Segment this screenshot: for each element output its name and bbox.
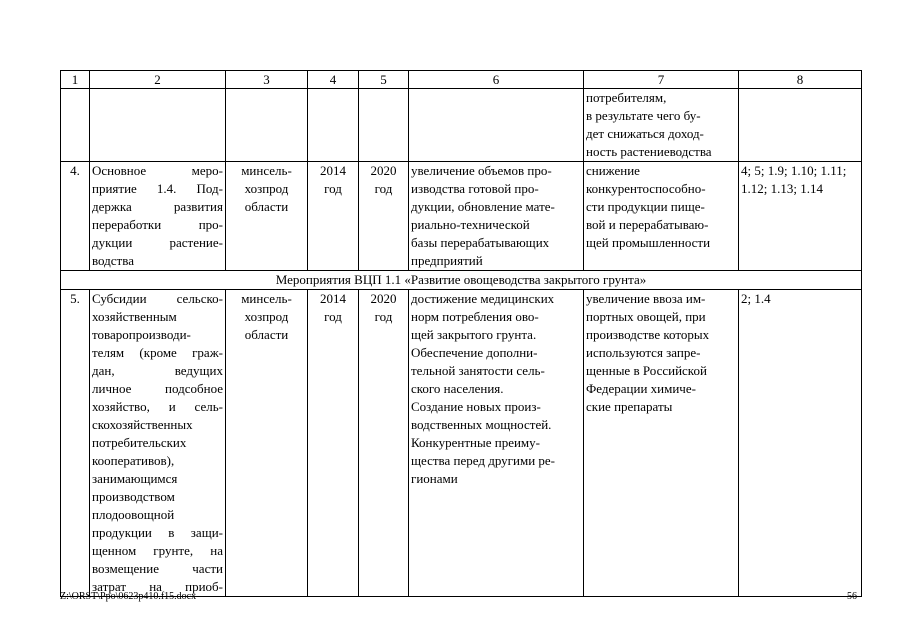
text-line: телям (кроме граж- xyxy=(92,345,223,360)
text-line: товаропроизводи- xyxy=(92,327,191,342)
text-line: Федерации химиче- xyxy=(586,381,696,396)
row-number: 5. xyxy=(61,290,90,597)
cell-end-year xyxy=(359,290,409,597)
text-line: щенном грунте, на xyxy=(92,543,223,558)
program-table xyxy=(60,70,862,597)
text-line: ские препараты xyxy=(586,399,673,414)
text-line: достижение медицинских xyxy=(411,291,555,306)
cell xyxy=(359,89,409,162)
text-line: 2020 xyxy=(370,291,397,306)
text-line: минсель- xyxy=(241,291,292,306)
cell-end-year xyxy=(359,162,409,271)
text-line: скохозяйственных xyxy=(92,417,193,432)
text-line: сти продукции пище- xyxy=(586,199,705,214)
text-line: потребителям, xyxy=(586,90,667,105)
text-line: дан, ведущих xyxy=(92,363,223,378)
text-line: норм потребления ово- xyxy=(411,309,539,324)
header-cell: 2 xyxy=(90,71,226,89)
text-line: кооперативов), xyxy=(92,453,175,468)
file-path: Z:\ORST\Ppo\0623p410.f15.docx xyxy=(60,591,197,602)
table-row-continued xyxy=(61,89,862,162)
text-line: увеличение ввоза им- xyxy=(586,291,706,306)
text-line: портных овощей, при xyxy=(586,309,706,324)
text-line: предприятий xyxy=(411,253,483,268)
text-line: 2014 xyxy=(320,163,346,178)
text-line: продукции в защи- xyxy=(92,525,223,540)
header-cell: 6 xyxy=(409,71,584,89)
text-line: Обеспечение дополни- xyxy=(411,345,538,360)
cell-consequences xyxy=(584,162,739,271)
cell xyxy=(61,89,90,162)
cell-result xyxy=(584,89,739,162)
cell-indicators xyxy=(739,290,862,597)
text-line: щества перед другими ре- xyxy=(411,453,555,468)
text-line: щенные в Российской xyxy=(586,363,707,378)
header-row xyxy=(61,71,862,89)
text-line: Конкурентные преиму- xyxy=(411,435,540,450)
header-cell: 7 xyxy=(584,71,739,89)
header-cell: 8 xyxy=(739,71,862,89)
text-line: хозяйственным xyxy=(92,309,177,324)
text-line: держка развития xyxy=(92,199,223,214)
text-line: Основное меро- xyxy=(92,163,223,178)
text-line: 2014 xyxy=(320,291,346,306)
text-line: ского населения. xyxy=(411,381,504,396)
text-line: личное подсобное xyxy=(92,381,223,396)
text-line: увеличение объемов про- xyxy=(411,163,552,178)
text-line: производстве которых xyxy=(586,327,710,342)
cell-executor xyxy=(226,290,308,597)
text-line: водственных мощностей. xyxy=(411,417,552,432)
text-line: дет снижаться доход- xyxy=(586,126,704,141)
text-line: 1.12; 1.13; 1.14 xyxy=(741,181,823,196)
cell-start-year xyxy=(308,290,359,597)
cell-executor xyxy=(226,162,308,271)
text-line: 4; 5; 1.9; 1.10; 1.11; xyxy=(741,163,847,178)
text-line: области xyxy=(244,327,289,342)
text-line: Создание новых произ- xyxy=(411,399,541,414)
text-line: потребительских xyxy=(92,435,187,450)
text-line: год xyxy=(324,309,342,324)
header-cell: 3 xyxy=(226,71,308,89)
cell-start-year xyxy=(308,162,359,271)
text-line: занимающимся xyxy=(92,471,178,486)
row-number: 4. xyxy=(61,162,90,271)
table-row-4 xyxy=(61,162,862,271)
cell xyxy=(739,89,862,162)
cell xyxy=(90,89,226,162)
header-cell: 4 xyxy=(308,71,359,89)
text-line: базы перерабатывающих xyxy=(411,235,550,250)
text-line: в результате чего бу- xyxy=(586,108,701,123)
text-line: плодоовощной xyxy=(92,507,175,522)
section-row xyxy=(61,271,862,290)
text-line: возмещение части xyxy=(92,561,223,576)
page-number: 56 xyxy=(847,591,857,602)
cell xyxy=(226,89,308,162)
text-line: Субсидии сельско- xyxy=(92,291,223,306)
section-title: Мероприятия ВЦП 1.1 «Развитие овощеводства закрытого грунта» xyxy=(61,271,862,290)
cell-measure-name xyxy=(90,162,226,271)
text-line: щей закрытого грунта. xyxy=(411,327,537,342)
text-line: вой и перерабатываю- xyxy=(586,217,709,232)
text-line: используются запре- xyxy=(586,345,701,360)
text-line: производством xyxy=(92,489,175,504)
text-line: минсель- xyxy=(241,163,292,178)
text-line: хозпрод xyxy=(244,181,289,196)
table-row-5 xyxy=(61,290,862,597)
text-line: области xyxy=(244,199,289,214)
cell-consequences xyxy=(584,290,739,597)
cell-measure-name xyxy=(90,290,226,597)
header-cell: 1 xyxy=(61,71,90,89)
text-line: затрат на приоб- xyxy=(92,579,223,594)
text-line: дукции растение- xyxy=(92,235,223,250)
text-line: снижение xyxy=(586,163,640,178)
text-line: 2; 1.4 xyxy=(741,291,771,306)
text-line: 2020 xyxy=(370,163,397,178)
header-cell: 5 xyxy=(359,71,409,89)
text-line: год xyxy=(324,181,342,196)
text-line: конкурентоспособно- xyxy=(586,181,706,196)
cell-indicators xyxy=(739,162,862,271)
text-line: щей промышленности xyxy=(586,235,711,250)
text-line: тельной занятости сель- xyxy=(411,363,545,378)
text-line: переработки про- xyxy=(92,217,223,232)
cell xyxy=(409,89,584,162)
text-line: приятие 1.4. Под- xyxy=(92,181,223,196)
cell xyxy=(308,89,359,162)
text-line: риально-технической xyxy=(411,217,530,232)
text-line: год xyxy=(374,181,393,196)
text-line: хозяйство, и сель- xyxy=(92,399,223,414)
text-line: изводства готовой про- xyxy=(411,181,539,196)
text-line: хозпрод xyxy=(244,309,289,324)
text-line: дукции, обновление мате- xyxy=(411,199,555,214)
cell-expected-result xyxy=(409,162,584,271)
text-line: водства xyxy=(92,253,134,268)
text-line: ность растениеводства xyxy=(586,144,712,159)
text-line: год xyxy=(374,309,393,324)
cell-expected-result xyxy=(409,290,584,597)
text-line: гионами xyxy=(411,471,458,486)
